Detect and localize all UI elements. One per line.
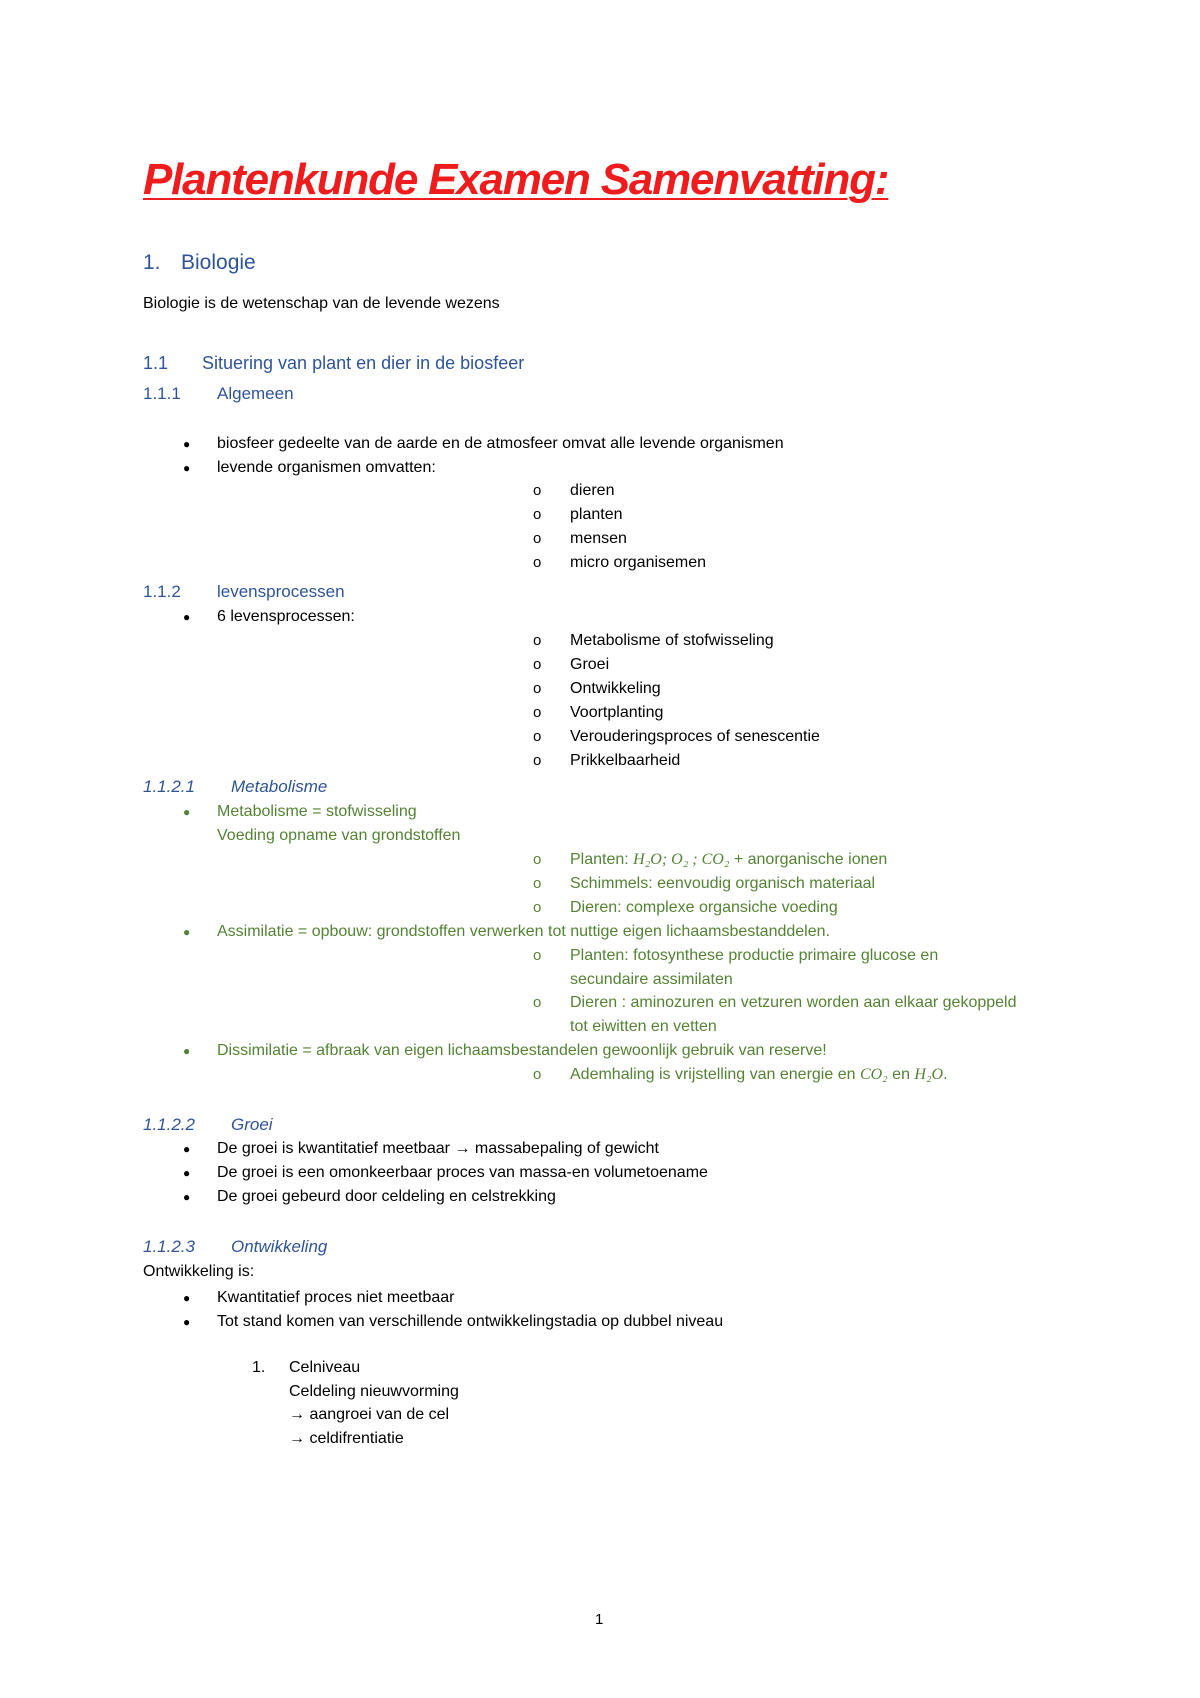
sub-list-item-text: Ademhaling is vrijstelling van energie en — [570, 1066, 860, 1083]
circle-bullet-icon: o — [533, 656, 542, 673]
sub-list-item: Dieren : aminozuren en vetzuren worden aan elkaar gekoppeld — [570, 994, 1017, 1011]
circle-bullet-icon: o — [533, 851, 542, 868]
list-item: De groei is kwantitatief meetbaar → massabepaling of gewicht — [217, 1140, 659, 1157]
list-item: Dissimilatie = afbraak van eigen lichaamsbestandelen gewoonlijk gebruik van reserve! — [217, 1042, 827, 1059]
circle-bullet-icon: o — [533, 728, 542, 745]
sub-list-item-continuation: secundaire assimilaten — [570, 971, 733, 988]
bullet-icon: ● — [183, 1142, 191, 1156]
bullet-icon: ● — [183, 610, 191, 624]
bullet-icon: ● — [183, 1291, 191, 1305]
circle-bullet-icon: o — [533, 875, 542, 892]
heading-1-1-2-number: 1.1.2 — [143, 582, 181, 601]
sub-list-item-text: Planten: — [570, 851, 634, 868]
circle-bullet-icon: o — [533, 1066, 542, 1083]
bullet-icon: ● — [183, 1166, 191, 1180]
heading-1-1-2-2-title: Groei — [231, 1115, 273, 1134]
heading-1-1-2-1-number: 1.1.2.1 — [143, 777, 195, 796]
sub-list-item: mensen — [570, 530, 627, 547]
list-item: biosfeer gedeelte van de aarde en de atmosfeer omvat alle levende organismen — [217, 435, 784, 452]
sub-list-item: Groei — [570, 656, 610, 673]
sub-list-item-text: en — [887, 1066, 915, 1083]
sub-list-item: Verouderingsproces of senescentie — [570, 728, 820, 745]
sub-list-item: micro organisemen — [570, 554, 707, 571]
paragraph-biologie: Biologie is de wetenschap van de levende wezens — [143, 295, 500, 312]
sub-list-item: Ontwikkeling — [570, 680, 661, 697]
list-item-continuation: Voeding opname van grondstoffen — [217, 827, 461, 844]
sub-list-item: dieren — [570, 482, 615, 499]
document-title: Plantenkunde Examen Samenvatting: — [143, 155, 889, 204]
sub-list-item-continuation: tot eiwitten en vetten — [570, 1018, 717, 1035]
heading-1-1-1-title: Algemeen — [217, 384, 294, 403]
sub-list-item — [570, 1065, 948, 1085]
heading-1-1-1-number: 1.1.1 — [143, 384, 181, 403]
sub-list-item-text: . — [943, 1066, 948, 1083]
heading-1-1-2-1-title: Metabolisme — [231, 777, 328, 796]
heading-1-title: Biologie — [181, 251, 256, 274]
heading-1-1-2-3-number: 1.1.2.3 — [143, 1237, 195, 1256]
bullet-icon: ● — [183, 1315, 191, 1329]
list-item: 6 levensprocessen: — [217, 608, 355, 625]
heading-1-1-2-3-title: Ontwikkeling — [231, 1237, 328, 1256]
sub-list-item: planten — [570, 506, 623, 523]
numbered-item-number: 1. — [252, 1359, 266, 1376]
circle-bullet-icon: o — [533, 752, 542, 769]
page-number: 1 — [595, 1611, 604, 1628]
bullet-icon: ● — [183, 925, 191, 939]
sub-list-item — [570, 850, 887, 870]
sub-list-item: Prikkelbaarheid — [570, 752, 681, 769]
circle-bullet-icon: o — [533, 947, 542, 964]
bullet-icon: ● — [183, 805, 191, 819]
circle-bullet-icon: o — [533, 899, 542, 916]
list-item: Tot stand komen van verschillende ontwikkelingstadia op dubbel niveau — [217, 1313, 724, 1330]
circle-bullet-icon: o — [533, 994, 542, 1011]
heading-1-1-number: 1.1 — [143, 353, 169, 373]
formula: CO₂ — [859, 1066, 888, 1083]
formula: H₂O; O₂ ; CO₂ — [633, 851, 730, 868]
sub-list-item: Metabolisme of stofwisseling — [570, 632, 774, 649]
list-item: De groei is een omonkeerbaar proces van massa-en volumetoename — [217, 1164, 708, 1181]
list-item: Metabolisme = stofwisseling — [217, 803, 417, 820]
sub-list-item: Planten: fotosynthese productie primaire glucose en — [570, 947, 939, 964]
bullet-icon: ● — [183, 1044, 191, 1058]
list-item: Kwantitatief proces niet meetbaar — [217, 1289, 455, 1306]
heading-1-1-title: Situering van plant en dier in de biosfeer — [202, 353, 525, 373]
circle-bullet-icon: o — [533, 482, 542, 499]
paragraph-ontwikkeling: Ontwikkeling is: — [143, 1263, 255, 1280]
sub-list-item: Schimmels: eenvoudig organisch materiaal — [570, 875, 876, 892]
heading-1-number: 1. — [143, 251, 161, 274]
bullet-icon: ● — [183, 1190, 191, 1204]
heading-1-1-2-2-number: 1.1.2.2 — [143, 1115, 195, 1134]
circle-bullet-icon: o — [533, 506, 542, 523]
sub-list-item: Voortplanting — [570, 704, 664, 721]
numbered-item-line: → celdifrentiatie — [289, 1430, 404, 1447]
bullet-icon: ● — [183, 437, 191, 451]
circle-bullet-icon: o — [533, 680, 542, 697]
sub-list-item-text: + anorganische ionen — [729, 851, 888, 868]
sub-list-item: Dieren: complexe organsiche voeding — [570, 899, 838, 916]
circle-bullet-icon: o — [533, 632, 542, 649]
circle-bullet-icon: o — [533, 554, 542, 571]
list-item: De groei gebeurd door celdeling en celstrekking — [217, 1188, 556, 1205]
formula: H₂O — [914, 1066, 944, 1083]
bullet-icon: ● — [183, 461, 191, 475]
circle-bullet-icon: o — [533, 704, 542, 721]
numbered-item-line: → aangroei van de cel — [289, 1406, 450, 1423]
circle-bullet-icon: o — [533, 530, 542, 547]
list-item: levende organismen omvatten: — [217, 459, 436, 476]
heading-1-1-2-title: levensprocessen — [217, 582, 345, 601]
numbered-item-line: Celdeling nieuwvorming — [289, 1383, 459, 1400]
numbered-item-line: Celniveau — [289, 1359, 361, 1376]
list-item: Assimilatie = opbouw: grondstoffen verwerken tot nuttige eigen lichaamsbestanddelen. — [217, 923, 830, 940]
